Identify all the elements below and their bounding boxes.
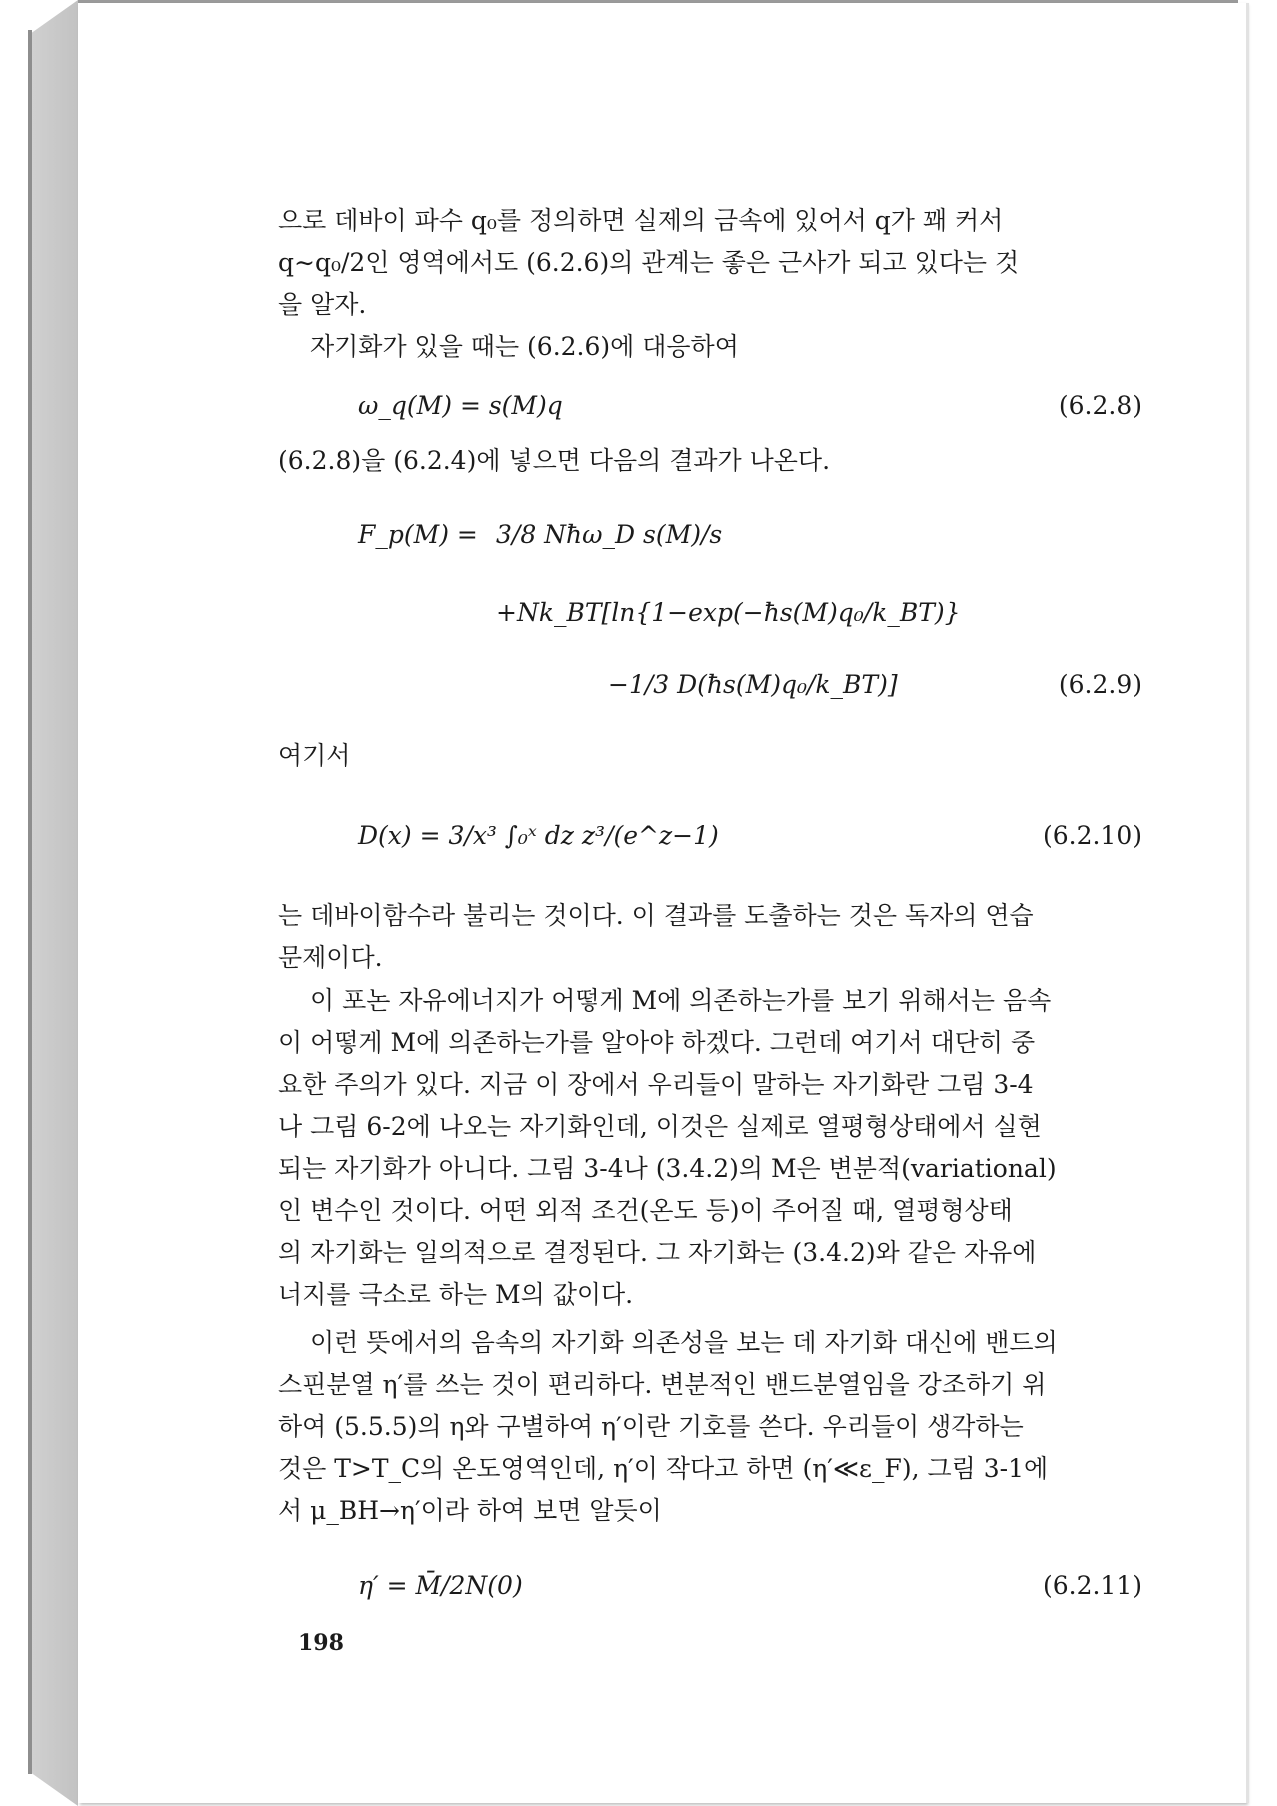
equation-6-2-9-line-2 <box>278 592 1158 636</box>
equation-line-2: +Nk_BT[ln{1−exp(−ħs(M)q₀/k_BT)} <box>496 598 961 627</box>
equation-number: (6.2.11) <box>1042 1571 1142 1600</box>
text-line: 이 어떻게 M에 의존하는가를 알아야 하겠다. 그런데 여기서 대단히 중 <box>278 1028 1036 1057</box>
page-right-edge <box>1246 3 1249 1803</box>
equation-6-2-9-line-1 <box>278 506 1158 566</box>
text-line: 의 자기화는 일의적으로 결정된다. 그 자기화는 (3.4.2)와 같은 자유에 <box>278 1238 1037 1267</box>
spine-edge <box>28 30 32 1774</box>
equation-formula: η′ = M̄/2N(0) <box>358 1571 523 1600</box>
equation-line-3: −1/3 D(ħs(M)q₀/k_BT)] <box>608 670 898 699</box>
page-number: 198 <box>298 1630 344 1656</box>
equation-line-1: 3/8 Nħω_D s(M)/s <box>496 520 723 549</box>
paragraph-6 <box>278 980 1158 1316</box>
text-line: 문제이다. <box>278 943 383 972</box>
text-line: (6.2.8)을 (6.2.4)에 넣으면 다음의 결과가 나온다. <box>278 446 831 475</box>
text-line: 요한 주의가 있다. 지금 이 장에서 우리들이 말하는 자기화란 그림 3-4 <box>278 1070 1034 1099</box>
equation-number: (6.2.9) <box>1058 670 1142 699</box>
equation-number: (6.2.8) <box>1058 391 1142 420</box>
text-line: q∼q₀/2인 영역에서도 (6.2.6)의 관계는 좋은 근사가 되고 있다는 것 <box>278 248 1020 277</box>
text-line: 스핀분열 η′를 쓰는 것이 편리하다. 변분적인 밴드분열임을 강조하기 위 <box>278 1370 1047 1399</box>
equation-lhs <box>358 514 478 556</box>
text-line: 나 그림 6-2에 나오는 자기화인데, 이것은 실제로 열평형상태에서 실현 <box>278 1112 1042 1141</box>
equation-formula: D(x) = 3/x³ ∫₀ˣ dz z³/(e^z−1) <box>358 821 719 850</box>
equation-6-2-11 <box>278 1565 1158 1609</box>
text-line: 인 변수인 것이다. 어떤 외적 조건(온도 등)이 주어질 때, 열평형상태 <box>278 1196 1013 1225</box>
equation-formula: ω_q(M) = s(M)q <box>358 391 563 420</box>
text-line: 서 μ_BH→η′이라 하여 보면 알듯이 <box>278 1496 662 1525</box>
book-spine <box>0 0 78 1806</box>
text-line: 여기서 <box>278 741 351 770</box>
text-line: 되는 자기화가 아니다. 그림 3-4나 (3.4.2)의 M은 변분적(variational) <box>278 1154 1057 1183</box>
text-line: 을 알자. <box>278 290 367 319</box>
text-line: 것은 T>T_C의 온도영역인데, η′이 작다고 하면 (η′≪ε_F), 그림 3-1에 <box>278 1454 1049 1483</box>
equation-lhs-text: F_p(M) = <box>358 520 478 549</box>
paragraph-1 <box>278 200 1158 326</box>
equation-6-2-9-line-3 <box>278 664 1158 708</box>
paragraph-7 <box>278 1322 1158 1532</box>
paragraph-2 <box>278 326 1158 368</box>
text-line: 너지를 극소로 하는 M의 값이다. <box>278 1280 634 1309</box>
equation-number: (6.2.10) <box>1042 821 1142 850</box>
text-line: 하여 (5.5.5)의 η와 구별하여 η′이란 기호를 쓴다. 우리들이 생각하는 <box>278 1412 1024 1441</box>
equation-6-2-8 <box>278 385 1158 429</box>
text-line: 자기화가 있을 때는 (6.2.6)에 대응하여 <box>310 332 739 361</box>
paragraph-5 <box>278 895 1158 979</box>
text-line: 이런 뜻에서의 음속의 자기화 의존성을 보는 데 자기화 대신에 밴드의 <box>310 1328 1058 1357</box>
equation-6-2-10 <box>278 815 1158 859</box>
text-line: 으로 데바이 파수 q₀를 정의하면 실제의 금속에 있어서 q가 꽤 커서 <box>278 206 1004 235</box>
paragraph-4 <box>278 735 1158 777</box>
text-line: 는 데바이함수라 불리는 것이다. 이 결과를 도출하는 것은 독자의 연습 <box>278 901 1034 930</box>
paragraph-3 <box>278 440 1158 482</box>
text-line: 이 포논 자유에너지가 어떻게 M에 의존하는가를 보기 위해서는 음속 <box>310 986 1052 1015</box>
